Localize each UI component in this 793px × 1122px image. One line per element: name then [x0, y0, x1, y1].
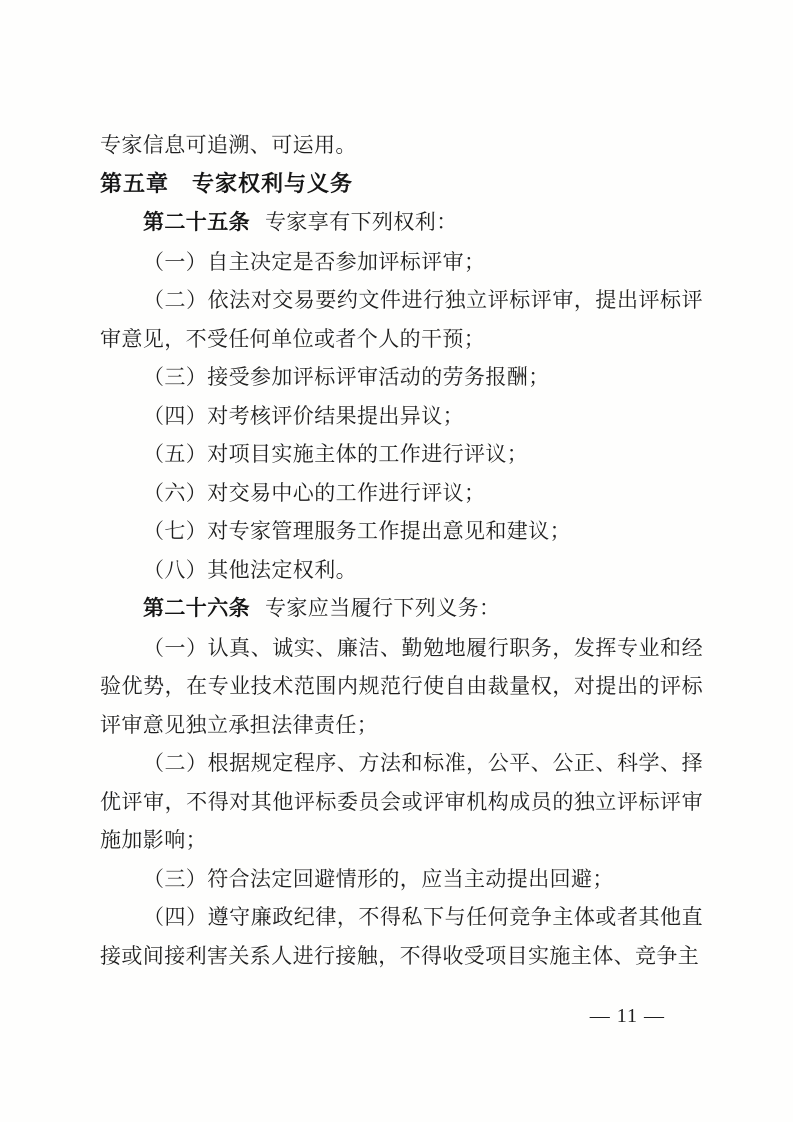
article-26-lead: 专家应当履行下列义务：	[265, 596, 501, 620]
article-25-item-5: （五）对项目实施主体的工作进行评议；	[143, 442, 529, 466]
article-26-item-1: （一）认真、诚实、廉洁、勤勉地履行职务，发挥专业和经验优势，在专业技术范围内规范行使自由裁量权，对提出的评标评审意见独立承担法律责任；	[100, 635, 703, 737]
article-25-item-3: （三）接受参加评标评审活动的劳务报酬；	[143, 365, 550, 389]
article-26-label: 第二十六条	[143, 597, 250, 620]
article-26-item-2: （二）根据规定程序、方法和标准，公平、公正、科学、择优评审，不得对其他评标委员会或评审机构成员的独立评标评审施加影响；	[100, 751, 703, 852]
article-25-item-4: （四）对考核评价结果提出异议；	[143, 403, 464, 428]
chapter-heading: 第五章 专家权利与义务	[100, 170, 354, 196]
article-26-item-4: （四）遵守廉政纪律，不得私下与任何竞争主体或者其他直接或间接利害关系人进行接触，不得收受项目实施主体、竞争主	[100, 905, 703, 968]
document-content	[100, 126, 703, 975]
article-25-lead: 专家享有下列权利：	[265, 210, 458, 234]
article-25-item-2: （二）依法对交易要约文件进行独立评标评审，提出评标评审意见，不受任何单位或者个人的干预；	[100, 288, 703, 351]
article-25-item-8: （八）其他法定权利。	[143, 557, 357, 582]
article-26-heading	[100, 589, 703, 629]
article-25-label: 第二十五条	[143, 211, 250, 234]
page-number: — 11 —	[589, 1005, 665, 1027]
article-25-item-1: （一）自主决定是否参加评标评审；	[143, 249, 486, 274]
article-25-item-6: （六）对交易中心的工作进行评议；	[143, 480, 486, 505]
article-25-item-7: （七）对专家管理服务工作提出意见和建议；	[143, 519, 571, 543]
intro-continuation-paragraph: 专家信息可追溯、可运用。	[100, 133, 357, 157]
article-25-heading	[100, 203, 703, 243]
article-26-item-3: （三）符合法定回避情形的，应当主动提出回避；	[143, 866, 614, 891]
